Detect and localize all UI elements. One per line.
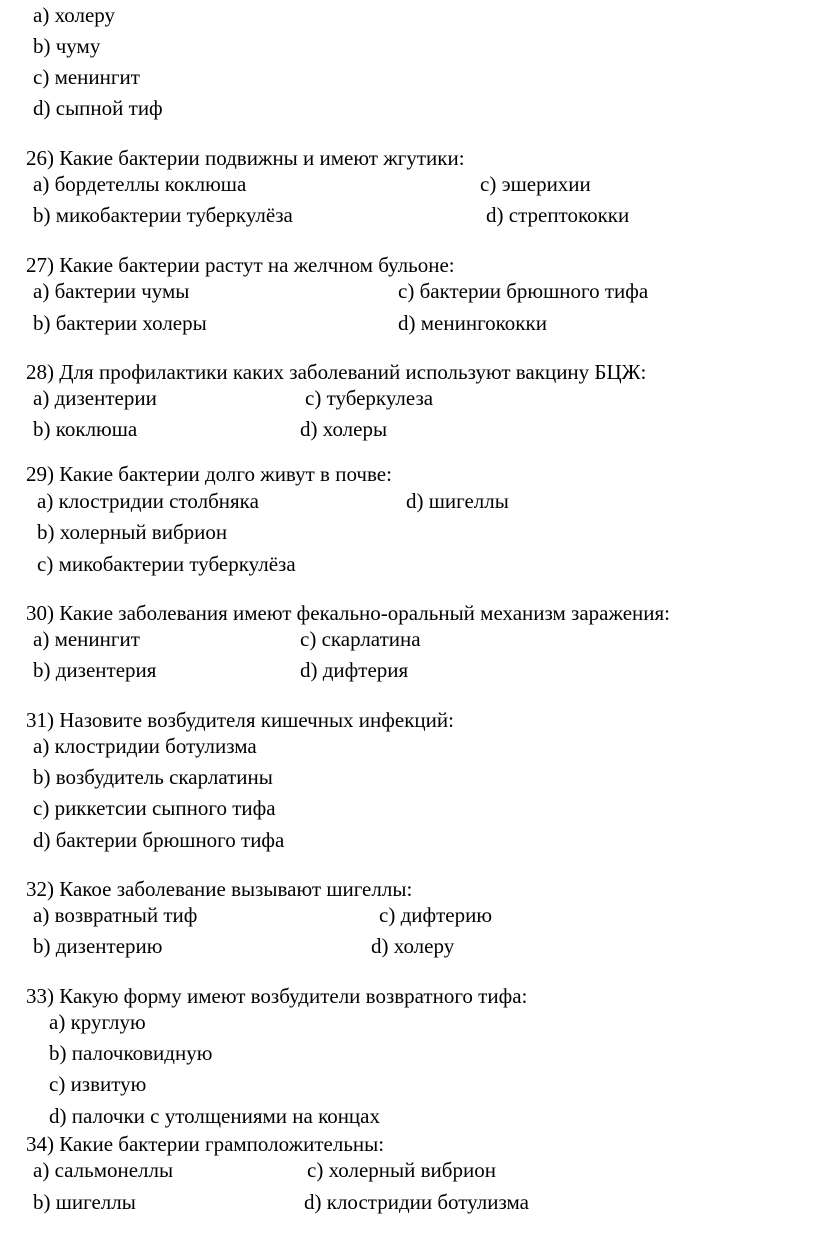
- q30-option-c: c) скарлатина: [300, 627, 421, 651]
- q31-option-b: b) возбудитель скарлатины: [33, 765, 273, 789]
- q32-option-d: d) холеру: [371, 934, 455, 958]
- question-30: 30) Какие заболевания имеют фекально-оральный механизм заражения:: [26, 601, 671, 625]
- q26-option-d: d) стрептококки: [486, 203, 630, 227]
- q31-option-d: d) бактерии брюшного тифа: [33, 828, 285, 852]
- question-32: 32) Какое заболевание вызывают шигеллы:: [26, 877, 413, 901]
- q30-option-a: a) менингит: [33, 627, 140, 651]
- q34-option-b: b) шигеллы: [33, 1190, 136, 1214]
- q32-option-c: c) дифтерию: [379, 903, 493, 927]
- q28-option-b: b) коклюша: [33, 417, 138, 441]
- q32-option-b: b) дизентерию: [33, 934, 163, 958]
- question-33: 33) Какую форму имеют возбудители возвратного тифа:: [26, 984, 528, 1008]
- prev-option-d: d) сыпной тиф: [33, 96, 163, 120]
- prev-option-b: b) чуму: [33, 34, 101, 58]
- q29-option-c: c) микобактерии туберкулёза: [37, 552, 296, 576]
- q27-option-d: d) менингококки: [398, 311, 547, 335]
- q30-option-b: b) дизентерия: [33, 658, 157, 682]
- q31-option-c: c) риккетсии сыпного тифа: [33, 796, 276, 820]
- q33-option-a: a) круглую: [49, 1010, 146, 1034]
- q29-option-b: b) холерный вибрион: [37, 520, 228, 544]
- q27-option-b: b) бактерии холеры: [33, 311, 207, 335]
- question-28: 28) Для профилактики каких заболеваний используют вакцину БЦЖ:: [26, 360, 647, 384]
- q34-option-a: a) сальмонеллы: [33, 1158, 174, 1182]
- q30-option-d: d) дифтерия: [300, 658, 409, 682]
- q26-option-c: c) эшерихии: [480, 172, 591, 196]
- q34-option-c: c) холерный вибрион: [307, 1158, 496, 1182]
- q29-option-d: d) шигеллы: [406, 489, 509, 513]
- question-29: 29) Какие бактерии долго живут в почве:: [26, 462, 392, 486]
- q34-option-d: d) клостридии ботулизма: [304, 1190, 529, 1214]
- q26-option-a: a) бордетеллы коклюша: [33, 172, 247, 196]
- q31-option-a: a) клостридии ботулизма: [33, 734, 257, 758]
- q29-option-a: a) клостридии столбняка: [37, 489, 259, 513]
- q27-option-c: c) бактерии брюшного тифа: [398, 279, 649, 303]
- question-31: 31) Назовите возбудителя кишечных инфекций:: [26, 708, 454, 732]
- q33-option-b: b) палочковидную: [49, 1041, 213, 1065]
- q28-option-c: c) туберкулеза: [305, 386, 434, 410]
- q33-option-d: d) палочки с утолщениями на концах: [49, 1104, 380, 1128]
- prev-option-a: a) холеру: [33, 3, 116, 27]
- q33-option-c: c) извитую: [49, 1072, 147, 1096]
- q28-option-a: a) дизентерии: [33, 386, 157, 410]
- question-34: 34) Какие бактерии грамположительны:: [26, 1132, 385, 1156]
- q28-option-d: d) холеры: [300, 417, 388, 441]
- q32-option-a: a) возвратный тиф: [33, 903, 198, 927]
- question-27: 27) Какие бактерии растут на желчном бульоне:: [26, 253, 455, 277]
- prev-option-c: c) менингит: [33, 65, 140, 89]
- q27-option-a: a) бактерии чумы: [33, 279, 190, 303]
- question-26: 26) Какие бактерии подвижны и имеют жгутики:: [26, 146, 465, 170]
- q26-option-b: b) микобактерии туберкулёза: [33, 203, 293, 227]
